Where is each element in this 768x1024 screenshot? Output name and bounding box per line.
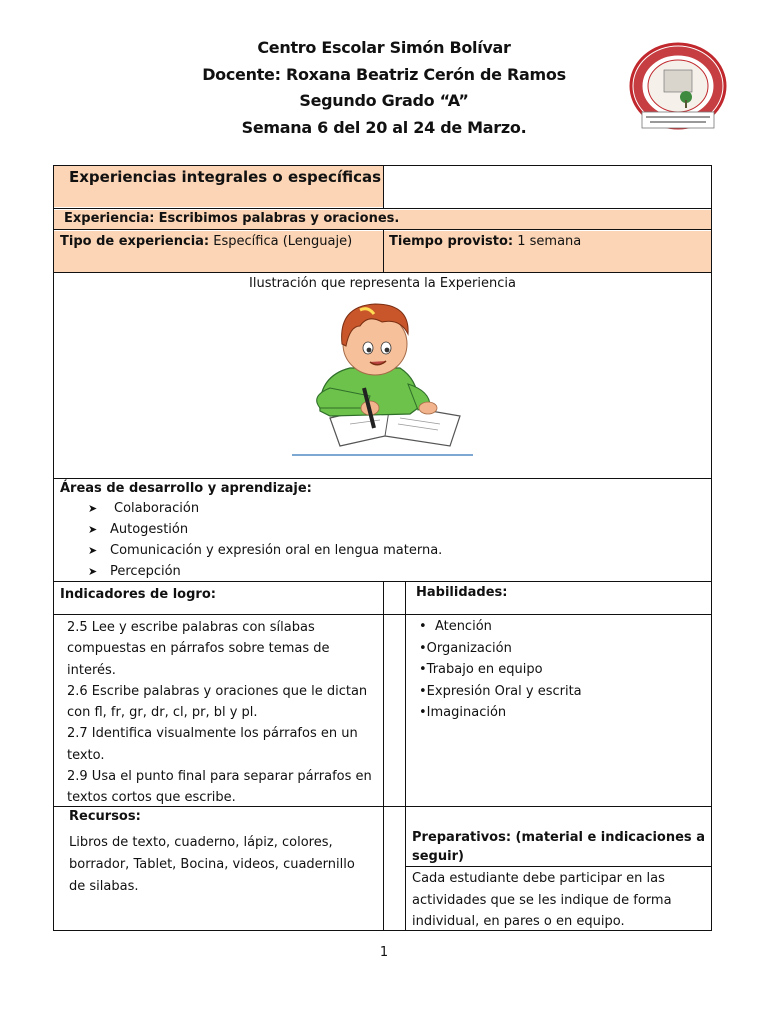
resources-title: Recursos:	[69, 809, 141, 824]
boy-writing-illustration	[290, 296, 475, 460]
experience-value: Escribimos palabras y oraciones.	[158, 211, 400, 226]
page-number: 1	[379, 945, 389, 960]
list-item: 2.7 Identifica visualmente los párrafos en un	[67, 726, 358, 742]
teacher-name: Docente: Roxana Beatriz Cerón de Ramos	[202, 65, 566, 84]
list-item: ➤ Autogestión	[88, 519, 442, 540]
week: Semana 6 del 20 al 24 de Marzo.	[241, 118, 527, 137]
list-item: 2.5 Lee y escribe palabras con sílabas	[67, 620, 315, 635]
skills-list	[419, 616, 582, 724]
school-seal-logo	[628, 42, 728, 134]
arrow-bullet-icon: ➤	[88, 502, 98, 515]
arrow-bullet-icon: ➤	[88, 565, 98, 578]
type-value: Específica (Lenguaje)	[213, 234, 353, 249]
list-item: •Trabajo en equipo	[419, 662, 543, 677]
bullet-icon: •	[419, 705, 427, 720]
arrow-bullet-icon: ➤	[88, 523, 98, 536]
list-item: 2.9 Usa el punto final para separar párrafos en	[67, 769, 372, 785]
list-item: ➤ Comunicación y expresión oral en lengua materna.	[88, 540, 442, 561]
experience-label: Experiencia:	[64, 211, 155, 226]
bullet-icon: •	[419, 683, 427, 699]
list-item: con fl, fr, gr, dr, cl, pr, bl y pl.	[67, 705, 258, 721]
preparations-text: Cada estudiante debe participar en las actividades que se les indique de forma individual, en pares o en equipo.	[412, 871, 672, 929]
list-item: •Expresión Oral y escrita	[419, 683, 582, 699]
list-item: 2.6 Escribe palabras y oraciones que le dictan	[67, 683, 368, 699]
indicators-title: Indicadores de logro:	[60, 587, 216, 602]
list-item: texto.	[67, 747, 105, 763]
list-item: ➤ Colaboración	[88, 498, 442, 519]
list-item: •Organización	[419, 640, 512, 656]
experience-type	[60, 234, 352, 249]
list-item: •Imaginación	[419, 705, 507, 720]
list-item: • Atención	[419, 619, 492, 634]
preparations-title: Preparativos: (material e indicaciones a seguir)	[412, 830, 705, 864]
bullet-icon: •	[419, 662, 427, 677]
time-provided	[389, 234, 581, 249]
bullet-icon: •	[419, 640, 427, 656]
experience-row	[64, 211, 399, 226]
type-label: Tipo de experiencia:	[60, 234, 210, 249]
resources-list: Libros de texto, cuaderno, lápiz, colores, borrador, Tablet, Bocina, videos, cuadernillo de silabas.	[69, 835, 355, 894]
time-value: 1 semana	[517, 234, 582, 249]
school-name: Centro Escolar Simón Bolívar	[257, 38, 511, 57]
time-label: Tiempo provisto:	[389, 234, 514, 249]
areas-title: Áreas de desarrollo y aprendizaje:	[60, 481, 312, 496]
table-title: Experiencias integrales o específicas	[69, 168, 382, 186]
list-item: compuestas en párrafos sobre temas de	[67, 641, 330, 657]
bullet-icon: •	[419, 619, 427, 634]
grade: Segundo Grado “A”	[299, 91, 469, 110]
arrow-bullet-icon: ➤	[88, 544, 98, 557]
skills-title: Habilidades:	[416, 585, 508, 600]
indicators-list	[67, 617, 372, 809]
areas-list	[88, 498, 442, 582]
list-item: ➤ Percepción	[88, 561, 442, 582]
illustration-caption: Ilustración que representa la Experiencia	[249, 276, 516, 291]
list-item: textos cortos que escribe.	[67, 790, 236, 806]
list-item: interés.	[67, 662, 116, 678]
